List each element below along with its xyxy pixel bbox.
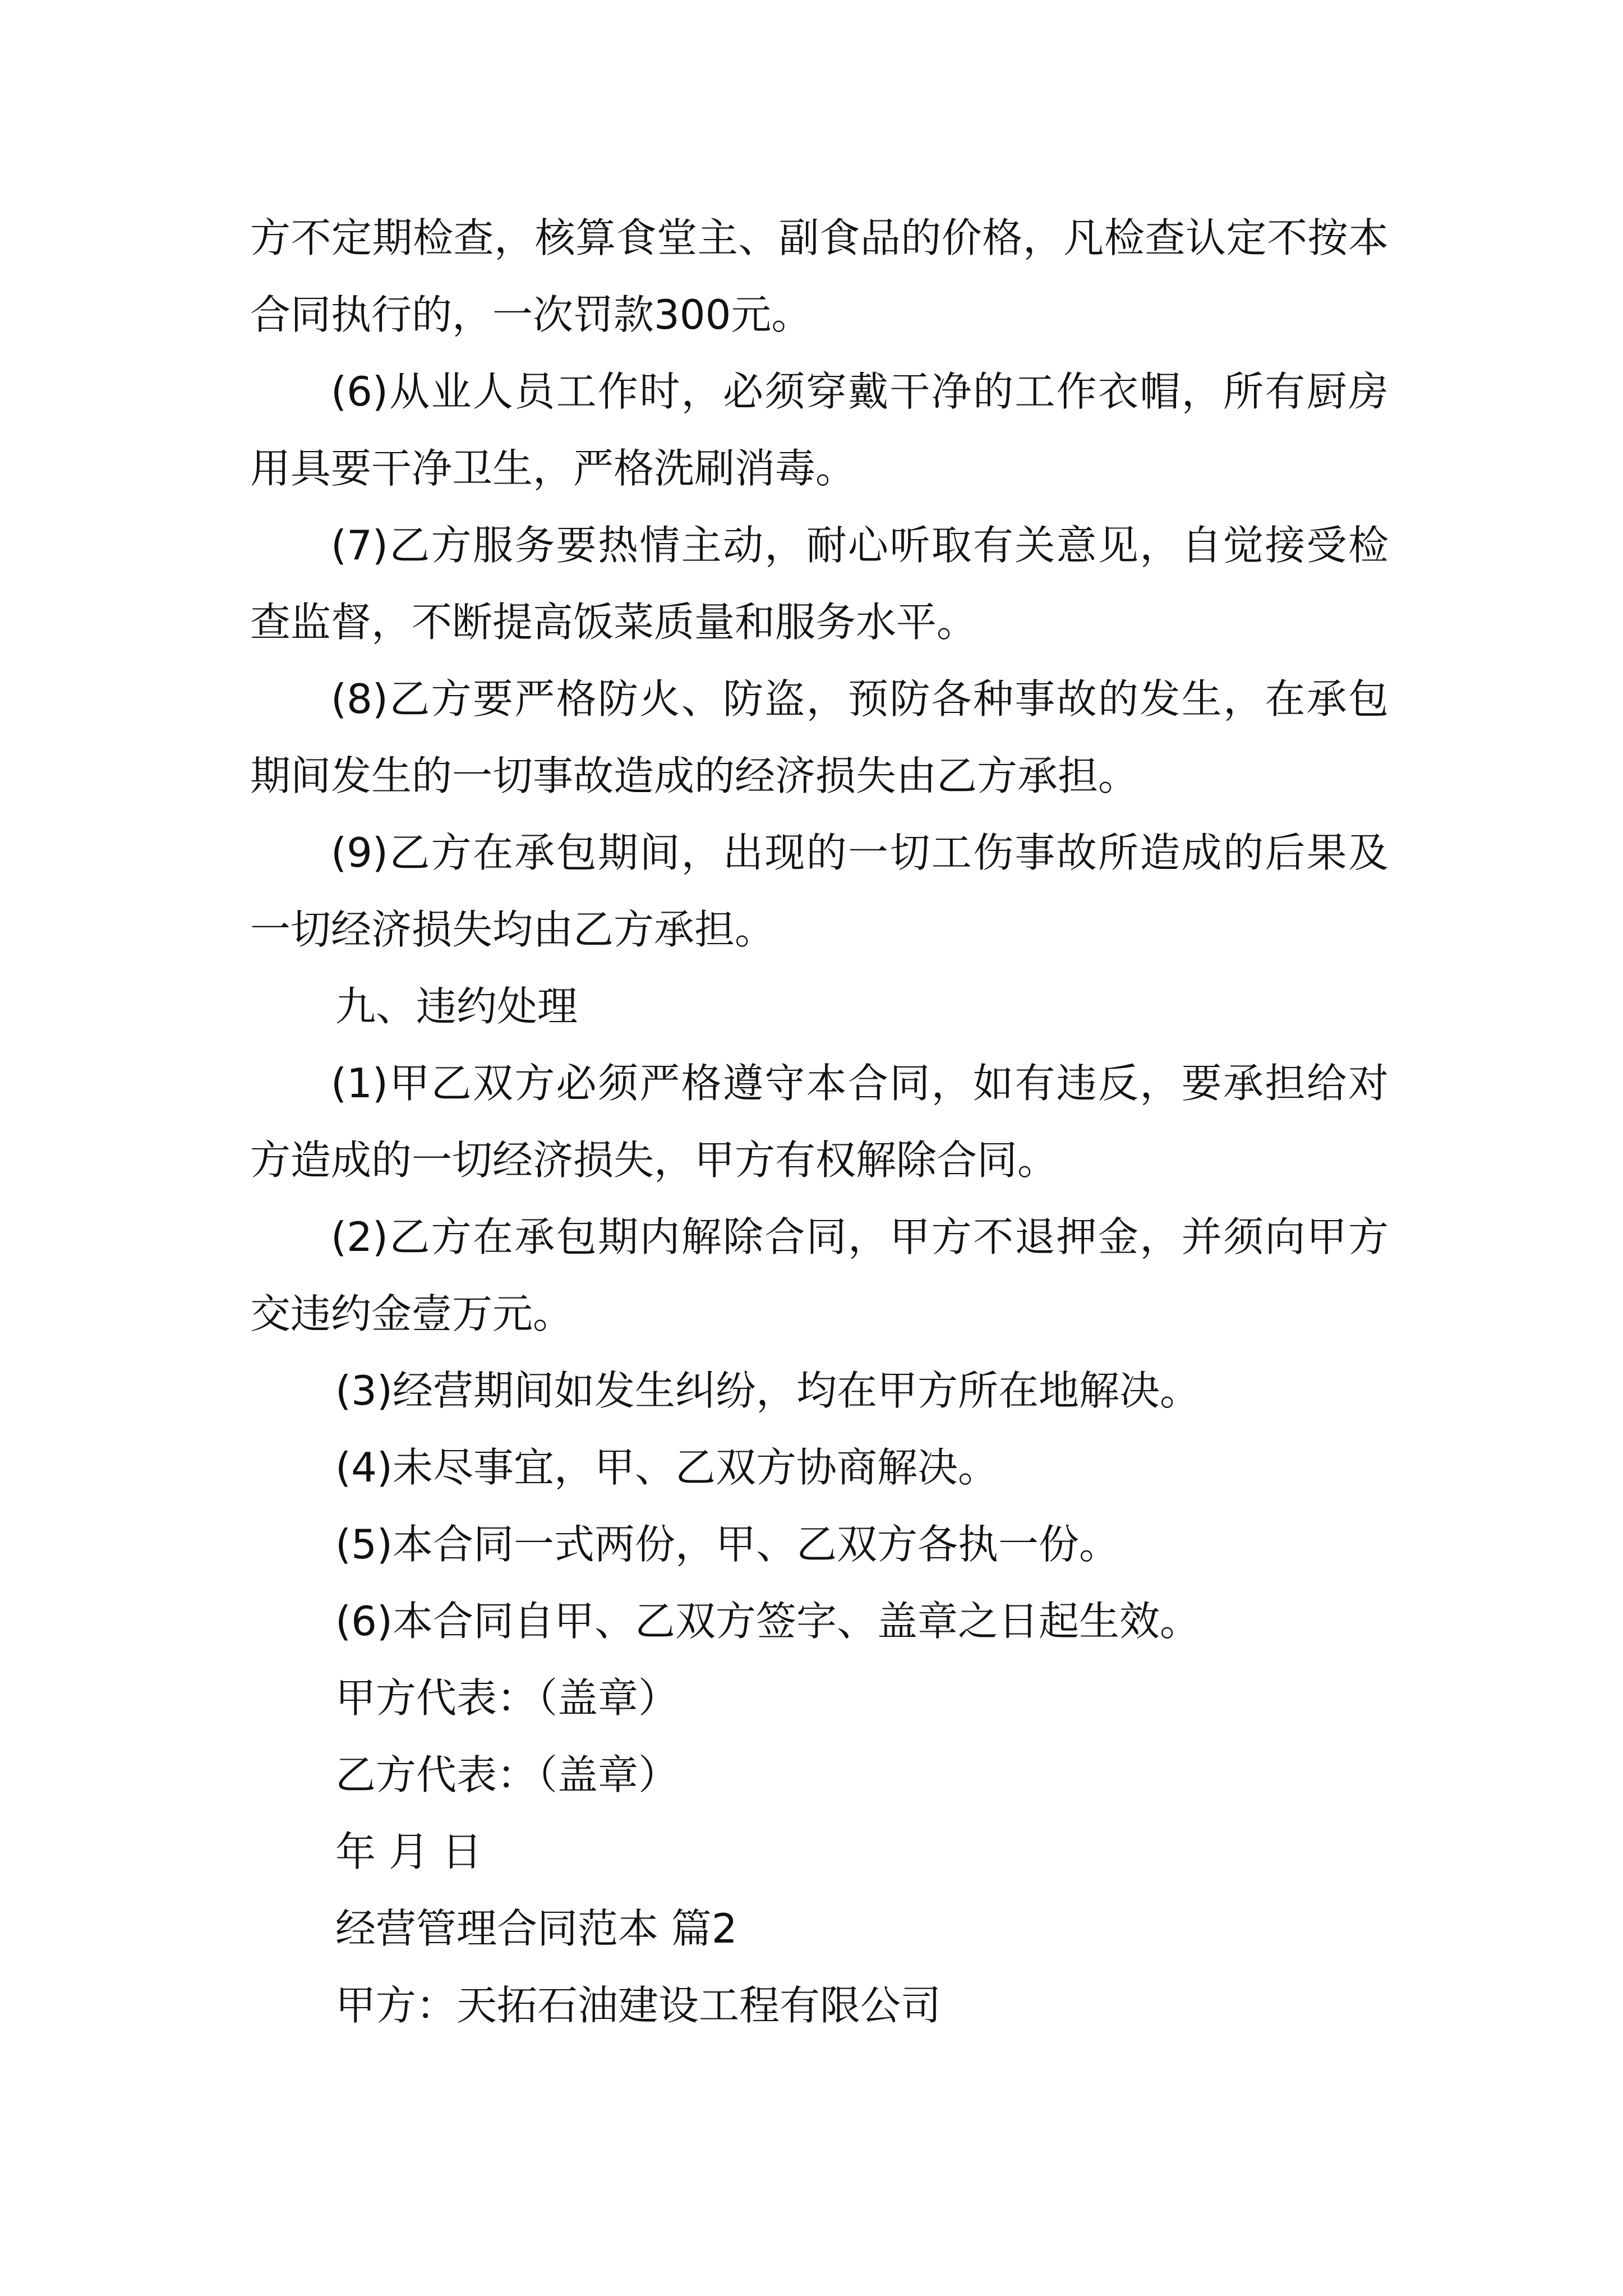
paragraph-clause-8-safety: (8)乙方要严格防火、防盗，预防各种事故的发生，在承包期间发生的一切事故造成的经济损失由乙方承担。 bbox=[250, 675, 1389, 799]
date-line: 年 月 日 bbox=[335, 1828, 482, 1875]
paragraph-clause-6-hygiene: (6)从业人员工作时，必须穿戴干净的工作衣帽，所有厨房用具要干净卫生，严格洗刷消毒。 bbox=[250, 368, 1389, 492]
paragraph-breach-3: (3)经营期间如发生纠纷，均在甲方所在地解决。 bbox=[335, 1367, 1200, 1414]
signature-party-a: 甲方代表：（盖章） bbox=[335, 1674, 679, 1722]
paragraph-breach-1: (1)甲乙双方必须严格遵守本合同，如有违反，要承担给对方造成的一切经济损失，甲方有权解除合同。 bbox=[250, 1060, 1389, 1184]
contract-text bbox=[250, 200, 1389, 2044]
paragraph-clause-7-service: (7)乙方服务要热情主动，耐心听取有关意见，自觉接受检查监督，不断提高饭菜质量和服务水平。 bbox=[250, 522, 1389, 646]
party-a-name: 甲方：天拓石油建设工程有限公司 bbox=[335, 1982, 942, 2029]
paragraph-breach-5: (5)本合同一式两份，甲、乙双方各执一份。 bbox=[335, 1521, 1119, 1568]
paragraph-breach-2: (2)乙方在承包期内解除合同，甲方不退押金，并须向甲方交违约金壹万元。 bbox=[250, 1213, 1389, 1337]
signature-party-b: 乙方代表：（盖章） bbox=[335, 1751, 679, 1798]
paragraph-breach-4: (4)未尽事宜，甲、乙双方协商解决。 bbox=[335, 1444, 998, 1491]
section-title-contract-2: 经营管理合同范本 篇2 bbox=[335, 1905, 737, 1952]
paragraph-clause-9-injury: (9)乙方在承包期间，出现的一切工伤事故所造成的后果及一切经济损失均由乙方承担。 bbox=[250, 829, 1389, 953]
section-heading-breach: 九、违约处理 bbox=[335, 983, 578, 1030]
paragraph-breach-6: (6)本合同自甲、乙双方签字、盖章之日起生效。 bbox=[335, 1598, 1200, 1645]
paragraph-price-check: 方不定期检查，核算食堂主、副食品的价格，凡检查认定不按本合同执行的，一次罚款300元。 bbox=[250, 214, 1389, 338]
